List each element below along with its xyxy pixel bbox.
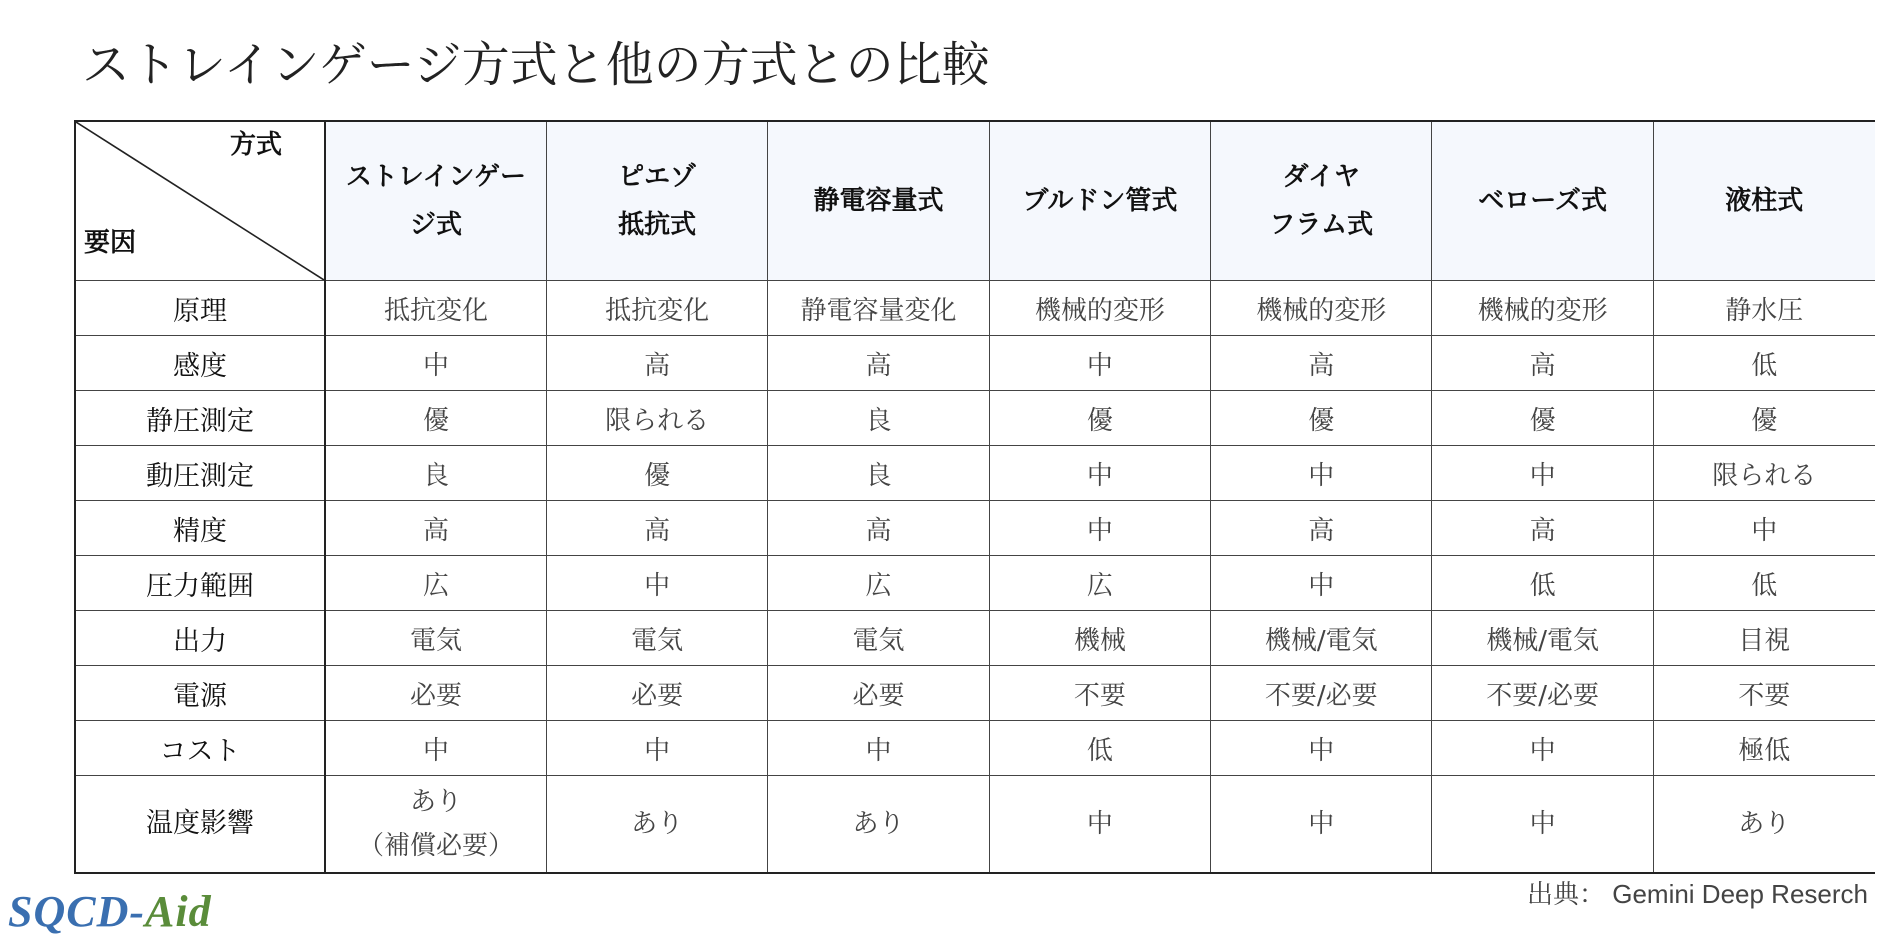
column-header-line: ストレインゲー [345, 162, 527, 192]
table-row [75, 721, 1875, 776]
table-cell: 不要 [989, 666, 1210, 721]
table-cell: 高 [1211, 336, 1432, 391]
table-cell: 電気 [546, 611, 767, 666]
table-cell: 高 [325, 501, 546, 556]
table-cell: 優 [325, 391, 546, 446]
table-cell [325, 776, 546, 874]
column-header-line: ピエゾ [618, 162, 697, 192]
table-row [75, 446, 1875, 501]
table-cell: 中 [1653, 501, 1874, 556]
table-cell: 良 [768, 446, 989, 501]
source-note: 出典： Gemini Deep Reserch [1527, 879, 1868, 909]
table-cell: 必要 [768, 666, 989, 721]
table-cell: 優 [1432, 391, 1653, 446]
table-cell: 低 [1432, 556, 1653, 611]
row-label: 精度 [75, 501, 325, 556]
table-cell: 必要 [325, 666, 546, 721]
table-cell: 中 [1211, 776, 1432, 874]
corner-label-method: 方式 [229, 130, 282, 160]
table-cell: 中 [989, 501, 1210, 556]
column-header-line: 静電容量式 [813, 186, 944, 216]
table-cell: 中 [325, 336, 546, 391]
column-header [546, 121, 767, 281]
row-label: 温度影響 [75, 776, 325, 874]
column-header-line: ブルドン管式 [1022, 186, 1178, 216]
table-cell: 良 [768, 391, 989, 446]
comparison-table [74, 120, 1875, 874]
column-header [989, 121, 1210, 281]
table-cell: 中 [989, 336, 1210, 391]
table-cell: 不要/必要 [1432, 666, 1653, 721]
table-cell: 中 [989, 446, 1210, 501]
table-cell: 低 [989, 721, 1210, 776]
column-header [768, 121, 989, 281]
table-cell: 中 [768, 721, 989, 776]
table-cell: 高 [768, 501, 989, 556]
table-cell: 中 [1211, 446, 1432, 501]
table-cell: 優 [1211, 391, 1432, 446]
row-label: 原理 [75, 281, 325, 336]
table-row [75, 556, 1875, 611]
table-cell: 不要/必要 [1211, 666, 1432, 721]
table-cell: 限られる [546, 391, 767, 446]
column-header-line: 抵抗式 [618, 210, 697, 240]
row-label: 動圧測定 [75, 446, 325, 501]
table-cell-line: （補償必要） [357, 831, 514, 861]
table-cell: 低 [1653, 336, 1874, 391]
table-cell: 電気 [325, 611, 546, 666]
table-cell: あり [546, 776, 767, 874]
table-cell: 静水圧 [1653, 281, 1874, 336]
table-row [75, 391, 1875, 446]
table-cell: 機械的変形 [1211, 281, 1432, 336]
sqcd-aid-logo [8, 886, 212, 937]
table-row [75, 776, 1875, 874]
table-cell: 中 [1432, 721, 1653, 776]
table-cell: 極低 [1653, 721, 1874, 776]
table-cell: 中 [1211, 556, 1432, 611]
row-label: コスト [75, 721, 325, 776]
column-header-line: 液柱式 [1725, 186, 1804, 216]
column-header [1432, 121, 1653, 281]
table-cell: あり [1653, 776, 1874, 874]
table-row [75, 336, 1875, 391]
table-cell: 広 [768, 556, 989, 611]
table-cell: 抵抗変化 [546, 281, 767, 336]
row-label: 出力 [75, 611, 325, 666]
table-cell: 中 [989, 776, 1210, 874]
table-cell: 静電容量変化 [768, 281, 989, 336]
column-header [1653, 121, 1874, 281]
row-label: 感度 [75, 336, 325, 391]
column-header [325, 121, 546, 281]
table-row [75, 501, 1875, 556]
table-cell: 中 [325, 721, 546, 776]
table-cell: 高 [546, 336, 767, 391]
row-label: 圧力範囲 [75, 556, 325, 611]
column-header-line: フラム式 [1269, 210, 1374, 240]
column-header-line: ジ式 [409, 210, 462, 240]
table-cell: 機械/電気 [1211, 611, 1432, 666]
table-cell: 高 [1432, 336, 1653, 391]
table-cell: 電気 [768, 611, 989, 666]
table-row [75, 281, 1875, 336]
table-cell: 優 [989, 391, 1210, 446]
table-cell: 機械的変形 [1432, 281, 1653, 336]
table-cell: 不要 [1653, 666, 1874, 721]
table-cell: 良 [325, 446, 546, 501]
table-cell: 高 [1432, 501, 1653, 556]
table-cell: 目視 [1653, 611, 1874, 666]
table-cell: 中 [1211, 721, 1432, 776]
table-cell: 優 [546, 446, 767, 501]
table-cell: 高 [768, 336, 989, 391]
corner-cell [75, 121, 325, 281]
table-cell: あり [768, 776, 989, 874]
table-cell: 中 [1432, 446, 1653, 501]
table-cell: 機械的変形 [989, 281, 1210, 336]
table-cell: 低 [1653, 556, 1874, 611]
logo-text-accent: Aid [145, 887, 212, 936]
column-header-line: ベローズ式 [1478, 186, 1607, 216]
logo-text-main: SQCD- [8, 887, 146, 936]
table-cell: 高 [1211, 501, 1432, 556]
table-cell: 中 [1432, 776, 1653, 874]
column-header-line: ダイヤ [1282, 162, 1360, 192]
row-label: 静圧測定 [75, 391, 325, 446]
table-row [75, 611, 1875, 666]
table-cell: 優 [1653, 391, 1874, 446]
table-cell: 機械 [989, 611, 1210, 666]
table-cell: 広 [989, 556, 1210, 611]
table-cell: 高 [546, 501, 767, 556]
column-header [1211, 121, 1432, 281]
table-cell: 機械/電気 [1432, 611, 1653, 666]
header-row [75, 121, 1875, 281]
corner-label-factor: 要因 [84, 228, 137, 258]
table-cell: 中 [546, 721, 767, 776]
table-row [75, 666, 1875, 721]
table-cell-line: あり [409, 787, 462, 817]
page-title: ストレインゲージ方式と他の方式との比較 [82, 37, 990, 93]
table-cell: 中 [546, 556, 767, 611]
row-label: 電源 [75, 666, 325, 721]
table-cell: 限られる [1653, 446, 1874, 501]
table-cell: 抵抗変化 [325, 281, 546, 336]
table-cell: 広 [325, 556, 546, 611]
table-cell: 必要 [546, 666, 767, 721]
